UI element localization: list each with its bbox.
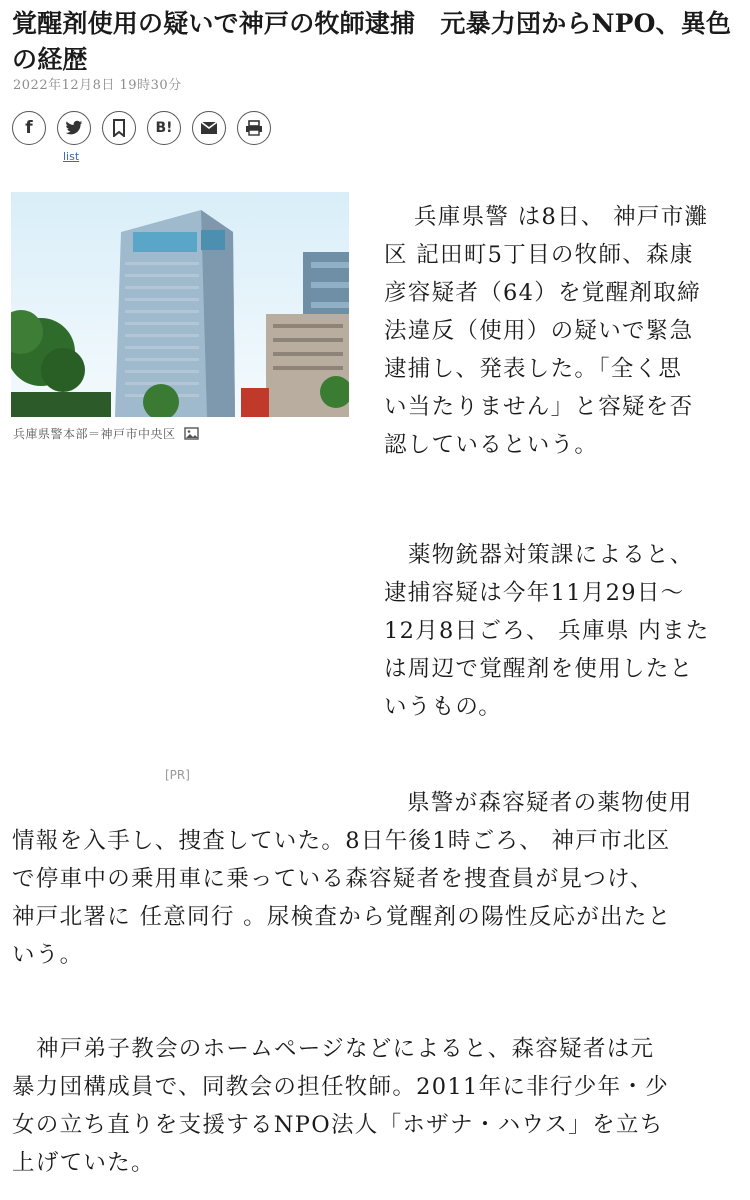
text-line: は周辺で覚醒剤を使用したと [384,656,694,682]
list-link[interactable]: list [63,150,80,163]
print-icon [245,120,263,136]
text-line: 兵庫県警 は8日、 神戸市灘 [414,204,709,230]
text-line: 12月8日ごろ、 兵庫県 内また [384,618,710,644]
article-headline: 覚醒剤使用の疑いで神戸の牧師逮捕 元暴力団からNPO、異色の経歴 [12,9,732,74]
text-line: 県警が森容疑者の薬物使用 [407,790,693,816]
text-line: い当たりません」と容疑を否 [384,394,694,420]
article-paragraph-4 [12,1030,742,1182]
image-icon[interactable] [184,427,199,440]
text-line: 認しているという。 [384,432,599,458]
photo-caption [13,425,199,442]
photo-caption-text: 兵庫県警本部＝神戸市中央区 [13,427,176,441]
text-line: 神戸北署に 任意同行 。尿検査から覚醒剤の陽性反応が出たと [12,904,672,930]
mail-share-button[interactable] [192,111,226,145]
article-paragraph-2 [384,536,736,726]
text-line: 暴力団構成員で、同教会の担任牧師。2011年に非行少年・少 [12,1074,670,1100]
text-line: 女の立ち直りを支援するNPO法人「ホザナ・ハウス」を立ち [12,1112,664,1138]
text-line: 法違反（使用）の疑いで緊急 [384,318,694,344]
bookmark-icon [111,119,127,137]
twitter-icon [65,120,83,136]
article-paragraph-1 [384,198,736,464]
print-button[interactable] [237,111,271,145]
text-line: 上げていた。 [12,1150,155,1176]
building-photo [11,192,349,417]
text-line: 情報を入手し、捜査していた。8日午後1時ごろ、 神戸市北区 [12,828,671,854]
hatena-share-button[interactable] [147,111,181,145]
text-line: 区 記田町5丁目の牧師、森康 [384,242,694,268]
facebook-share-button[interactable] [12,111,46,145]
hatena-icon: B! [155,120,173,136]
text-line: 神戸弟子教会のホームページなどによると、森容疑者は元 [36,1036,655,1062]
publish-date: 2022年12月8日 19時30分 [13,78,182,93]
pocket-share-button[interactable] [102,111,136,145]
text-line: 逮捕し、発表した。「全く思 [384,356,683,382]
text-line: 彦容疑者（64）を覚醒剤取締 [384,280,701,306]
text-line: いう。 [12,942,84,968]
article-photo[interactable] [11,192,349,417]
text-line: 逮捕容疑は今年11月29日～ [384,580,685,606]
mail-icon [200,121,218,135]
twitter-share-button[interactable] [57,111,91,145]
text-line: 薬物銃器対策課によると、 [408,542,694,568]
facebook-icon: f [25,118,33,138]
article-paragraph-3 [12,784,742,974]
text-line: いうもの。 [384,694,503,720]
text-line: で停車中の乗用車に乗っている森容疑者を捜査員が見つけ、 [12,866,654,892]
ad-label: [PR] [165,768,190,782]
